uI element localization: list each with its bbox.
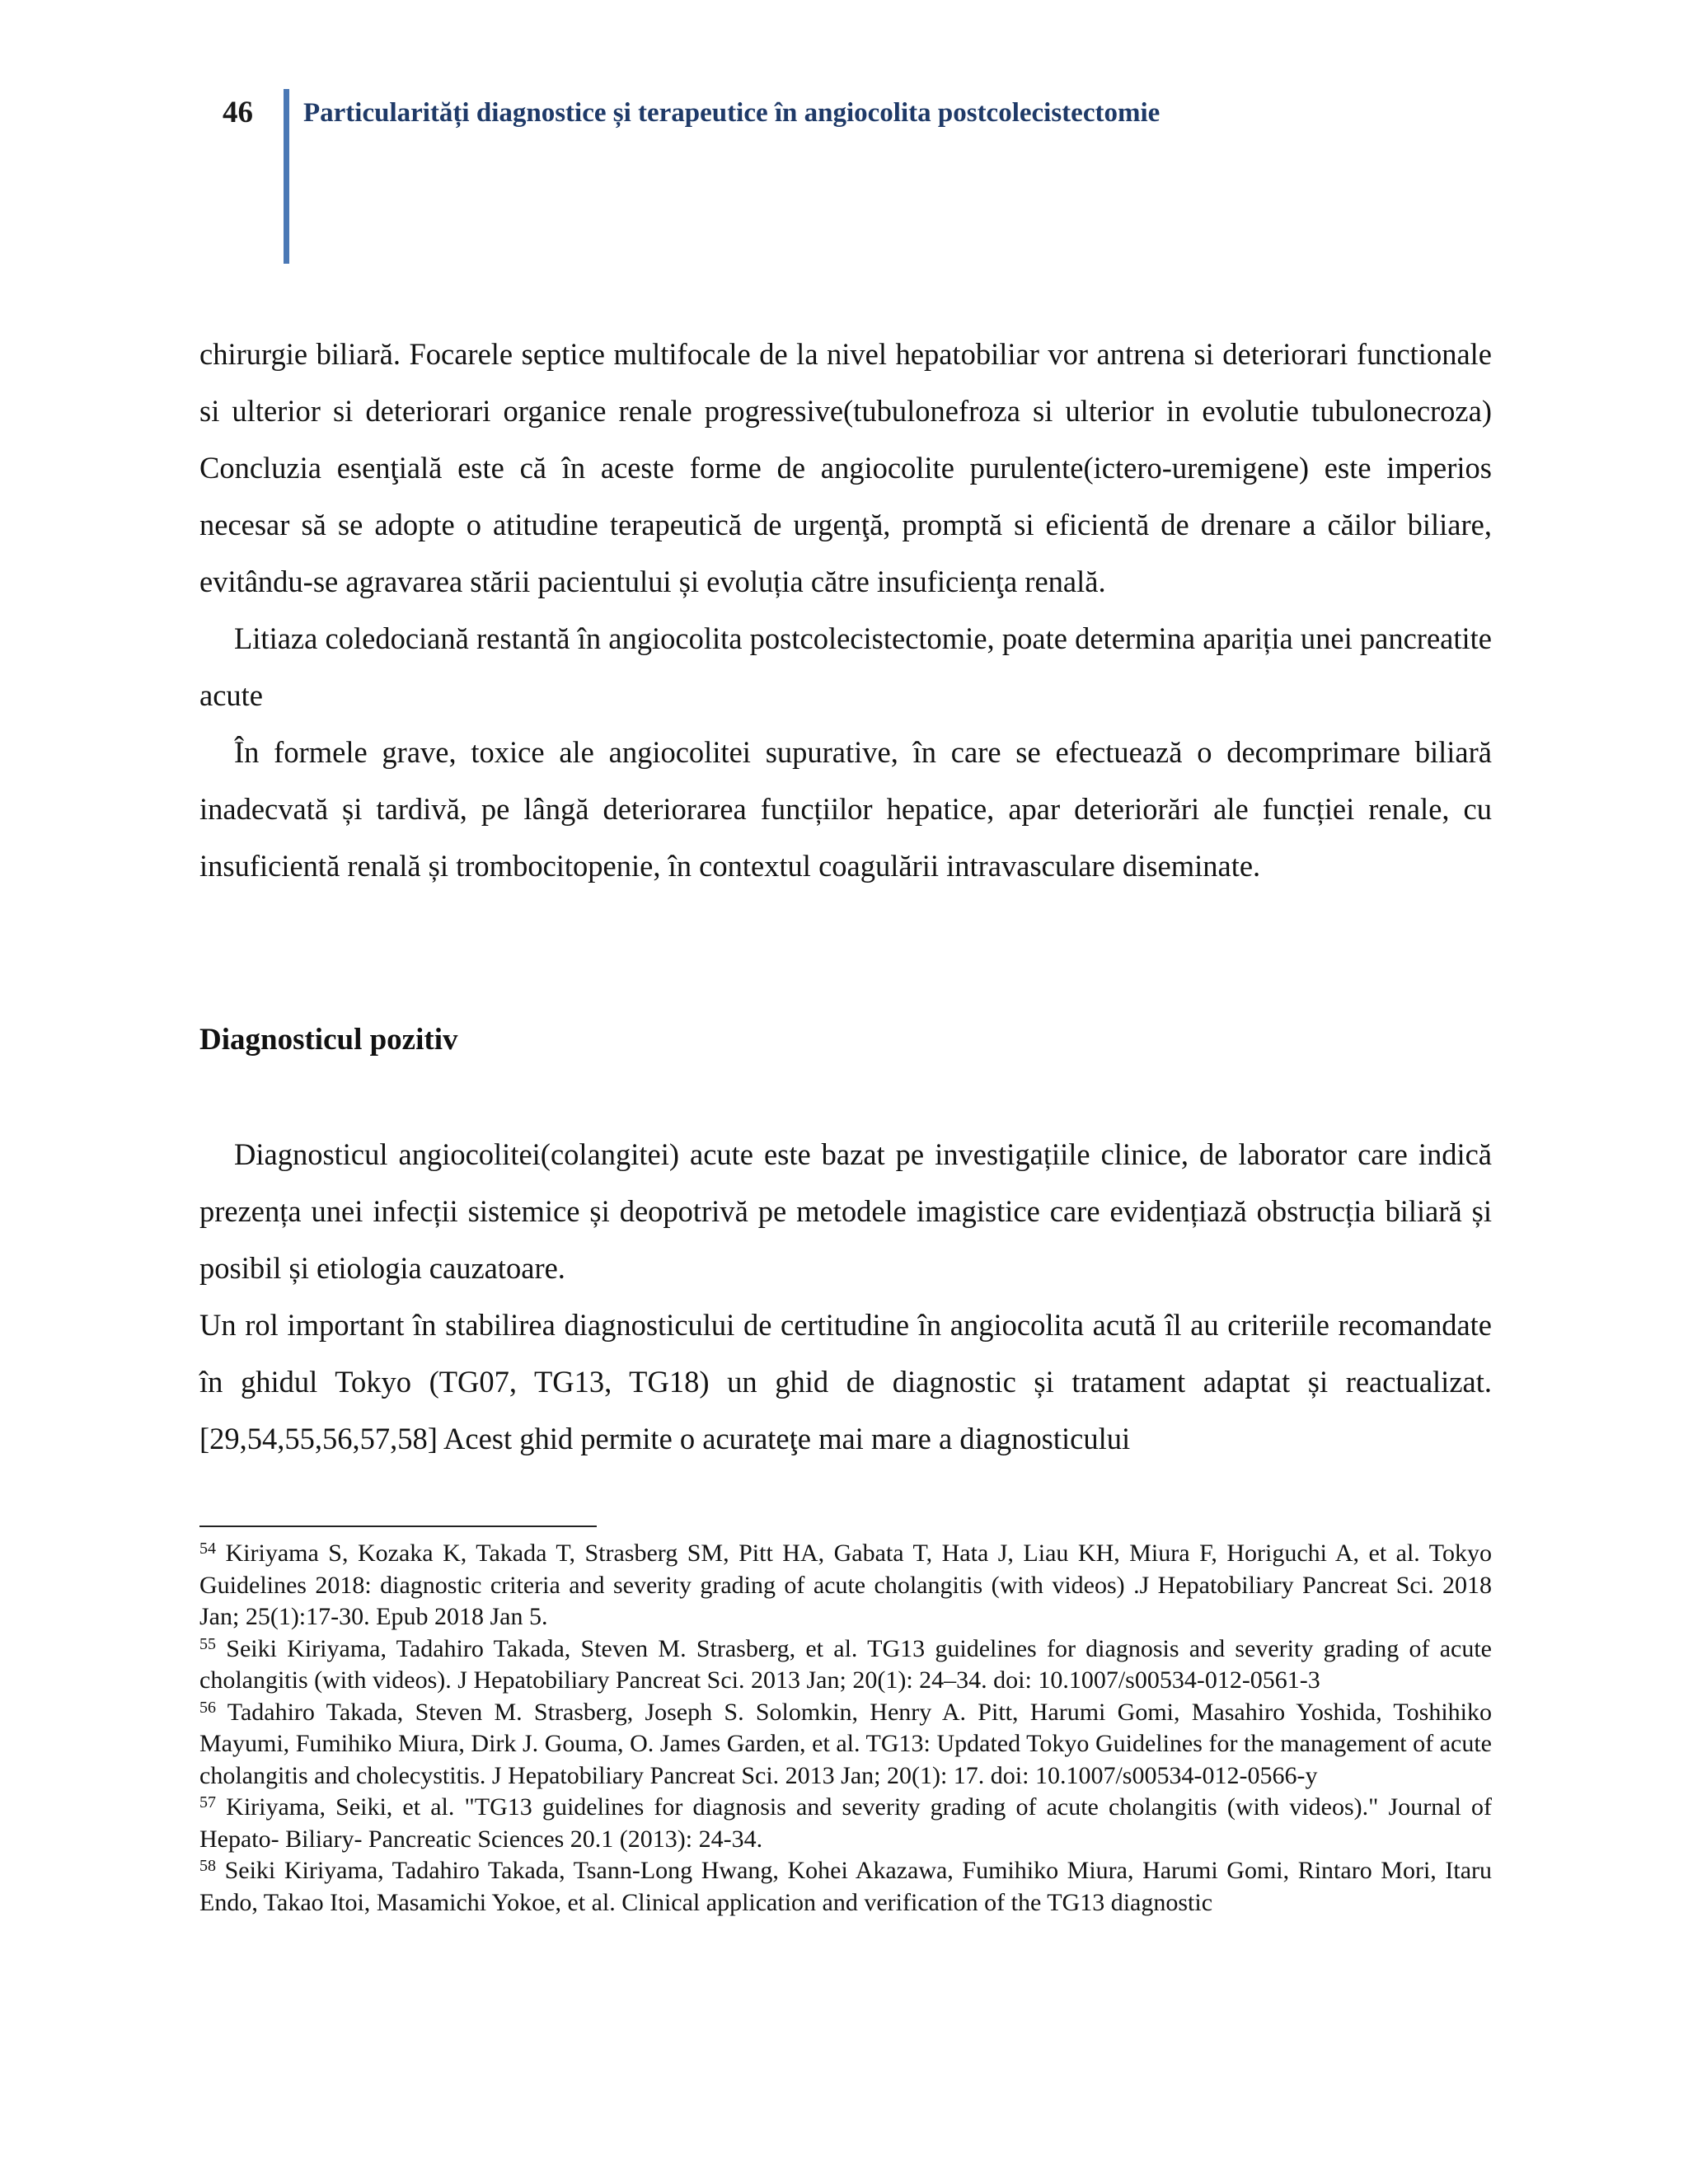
footnote-number: 57 xyxy=(199,1793,216,1811)
footnote-number: 54 xyxy=(199,1540,216,1558)
footnotes xyxy=(199,1538,1492,1919)
footnote xyxy=(199,1855,1492,1919)
footnote-text: Seiki Kiriyama, Tadahiro Takada, Steven M. Strasberg, et al. TG13 guidelines for diagnosis and severity grading of acute cholangitis (with videos). J Hepatobiliary Pancreat Sci. 2013 Jan; 20(1): 24–34. doi: 10.1007/s00534-012-0561-3 xyxy=(199,1634,1492,1694)
footnote-text: Seiki Kiriyama, Tadahiro Takada, Tsann-Long Hwang, Kohei Akazawa, Fumihiko Miura, Harumi Gomi, Rintaro Mori, Itaru Endo, Takao Itoi, Masamichi Yokoe, et al. Clinical application and verification of the TG13 diagnostic xyxy=(199,1857,1492,1916)
footnote-number: 56 xyxy=(199,1698,216,1717)
footnote xyxy=(199,1697,1492,1793)
paragraph: Diagnosticul angiocolitei(colangitei) acute este bazat pe investigațiile clinice, de laborator care indică prezența unei infecții sistemice și deopotrivă pe metodele imagistice care evidențiază obstrucția biliară și posibil și etiologia cauzatoare. xyxy=(199,1137,1492,1285)
running-header-title: Particularități diagnostice și terapeutice în angiocolita postcolecistectomie xyxy=(303,98,1160,128)
body-section-2 xyxy=(199,1126,1492,1467)
footnote-text: Kiriyama S, Kozaka K, Takada T, Strasberg SM, Pitt HA, Gabata T, Hata J, Liau KH, Miura F, Horiguchi A, et al. Tokyo Guidelines 2018: diagnostic criteria and severity grading of acute cholangitis (with videos) .J Hepatobiliary Pancreat Sci. 2018 Jan; 25(1):17-30. Epub 2018 Jan 5. xyxy=(199,1540,1492,1630)
footnote-text: Tadahiro Takada, Steven M. Strasberg, Joseph S. Solomkin, Henry A. Pitt, Harumi Gomi, Masahiro Yoshida, Toshihiko Mayumi, Fumihiko Miura, Dirk J. Gouma, O. James Garden, et al. TG13: Updated Tokyo Guidelines for the management of acute cholangitis and cholecystitis. J Hepatobiliary Pancreat Sci. 2013 Jan; 20(1): 17. doi: 10.1007/s00534-012-0566-y xyxy=(199,1698,1492,1789)
footnote-separator xyxy=(199,1526,597,1527)
body-section-1 xyxy=(199,326,1492,894)
paragraph: Un rol important în stabilirea diagnosticului de certitudine în angiocolita acută îl au criteriile recomandate în ghidul Tokyo (TG07, TG13, TG18) un ghid de diagnostic și tratament adaptat și reactualizat.[29,54,55,56,57,58] Acest ghid permite o acurateţe mai mare a diagnosticului xyxy=(199,1308,1492,1455)
footnote-number: 55 xyxy=(199,1634,216,1653)
footnote xyxy=(199,1538,1492,1633)
paragraph: chirurgie biliară. Focarele septice multifocale de la nivel hepatobiliar vor antrena si deteriorari functionale si ulterior si deteriorari organice renale progressive(tubulonefroza si ulterior in evolutie tubulonecroza) Concluzia esenţială este că în aceste forme de angiocolite purulente(ictero-uremigene) este imperios necesar să se adopte o atitudine terapeutică de urgenţă, promptă si eficientă de drenare a căilor biliare, evitându-se agravarea stării pacientului și evoluția către insuficienţa renală. xyxy=(199,337,1492,598)
page-number: 46 xyxy=(223,96,253,129)
paragraph: Litiaza coledociană restantă în angiocolita postcolecistectomie, poate determina apariția unei pancreatite acute xyxy=(199,621,1492,712)
footnote xyxy=(199,1633,1492,1697)
section-heading: Diagnosticul pozitiv xyxy=(199,1023,458,1057)
footnote-text: Kiriyama, Seiki, et al. "TG13 guidelines for diagnosis and severity grading of acute cholangitis (with videos)." Journal of Hepato- Biliary- Pancreatic Sciences 20.1 (2013): 24-34. xyxy=(199,1793,1492,1853)
footnote-number: 58 xyxy=(199,1857,216,1875)
paragraph: În formele grave, toxice ale angiocolitei supurative, în care se efectuează o decomprimare biliară inadecvată și tardivă, pe lângă deteriorarea funcțiilor hepatice, apar deteriorări ale funcției renale, cu insuficientă renală și trombocitopenie, în contextul coagulării intravasculare diseminate. xyxy=(199,735,1492,883)
header-accent-bar xyxy=(284,89,289,264)
footnote xyxy=(199,1792,1492,1855)
